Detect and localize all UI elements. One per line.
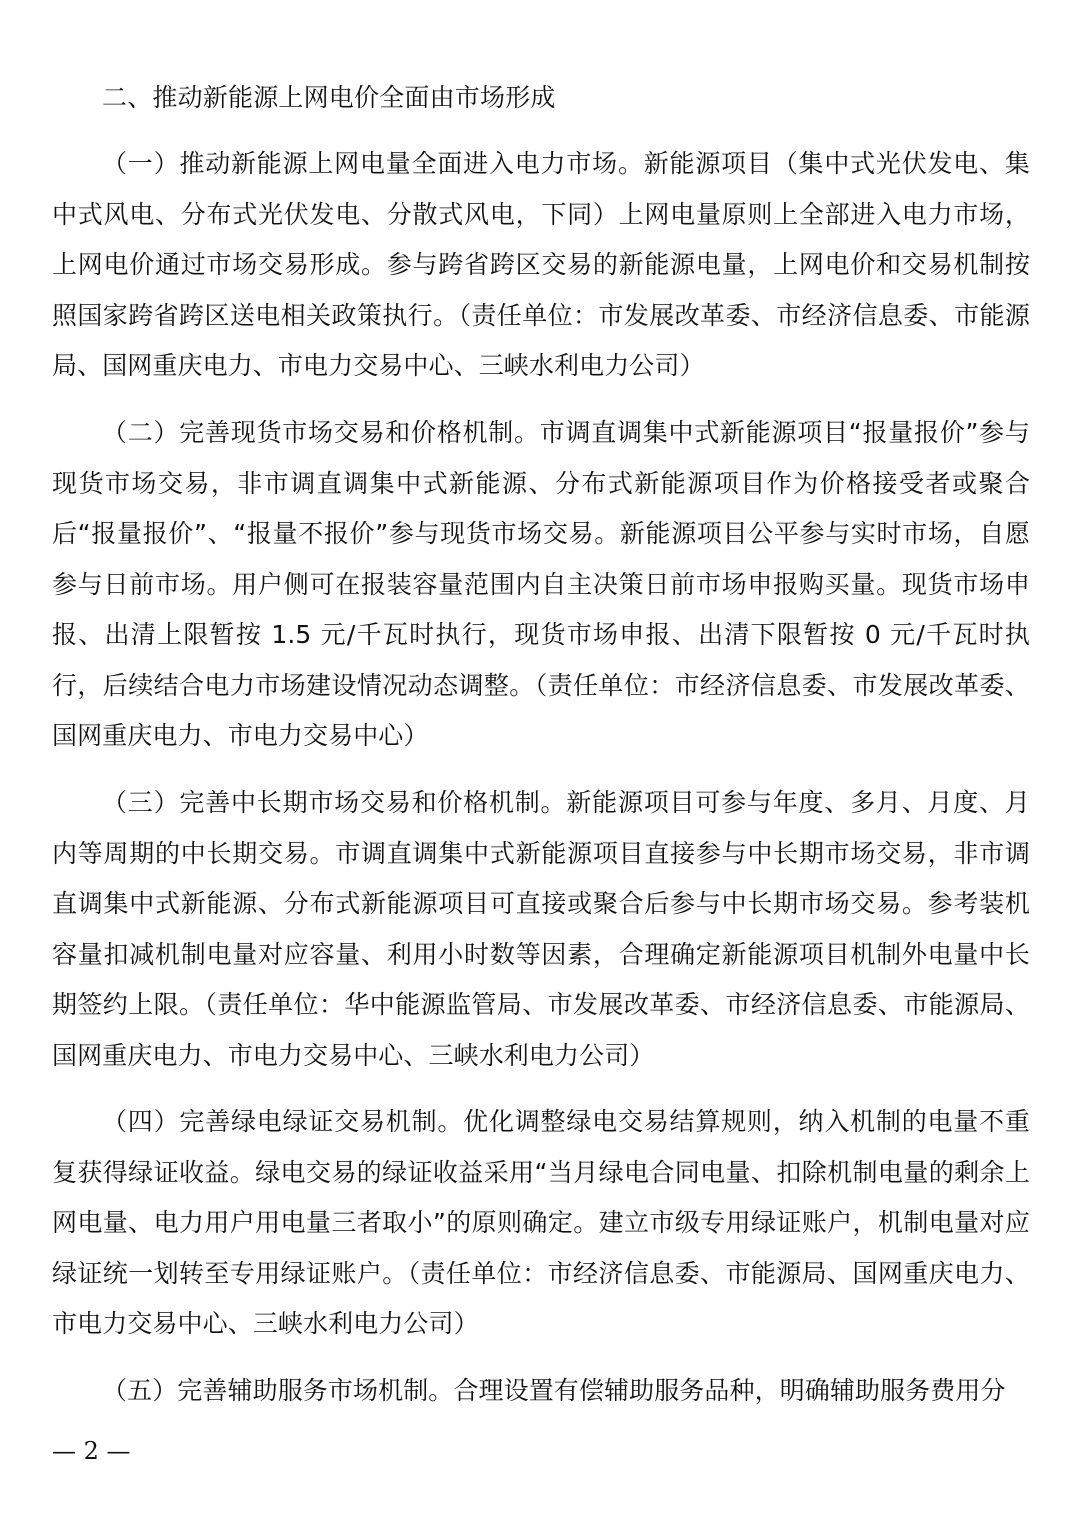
paragraph-3: （三）完善中长期市场交易和价格机制。新能源项目可参与年度、多月、月度、月内等周期的中长期交易。市调直调集中式新能源项目直接参与中长期市场交易，非市调直调集中式新能源、分布式新能源项目可直接或聚合后参与中长期市场交易。参考装机容量扣减机制电量对应容量、利用小时数等因素，合理确定新能源项目机制外电量中长期签约上限。（责任单位：华中能源监管局、市发展改革委、市经济信息委、市能源局、国网重庆电力、市电力交易中心、三峡水利电力公司） bbox=[52, 788, 1030, 1070]
paragraph-2: （二）完善现货市场交易和价格机制。市调直调集中式新能源项目“报量报价”参与现货市场交易，非市调直调集中式新能源、分布式新能源项目作为价格接受者或聚合后“报量报价”、“报量不报价”参与现货市场交易。新能源项目公平参与实时市场，自愿参与日前市场。用户侧可在报装容量范围内自主决策日前市场申报购买量。现货市场申报、出清上限暂按 1.5 元/千瓦时执行，现货市场申报、出清下限暂按 0 元/千瓦时执行，后续结合电力市场建设情况动态调整。（责任单位：市经济信息委、市发展改革委、国网重庆电力、市电力交易中心） bbox=[52, 418, 1030, 750]
paragraph-4: （四）完善绿电绿证交易机制。优化调整绿电交易结算规则，纳入机制的电量不重复获得绿证收益。绿电交易的绿证收益采用“当月绿电合同电量、扣除机制电量的剩余上网电量、电力用户用电量三者取小”的原则确定。建立市级专用绿证账户，机制电量对应绿证统一划转至专用绿证账户。（责任单位：市经济信息委、市能源局、国网重庆电力、市电力交易中心、三峡水利电力公司） bbox=[52, 1107, 1030, 1338]
page-number: — 2 — bbox=[52, 1437, 131, 1465]
paragraph-1: （一）推动新能源上网电量全面进入电力市场。新能源项目（集中式光伏发电、集中式风电、分布式光伏发电、分散式风电，下同）上网电量原则上全部进入电力市场，上网电价通过市场交易形成。参与跨省跨区交易的新能源电量，上网电价和交易机制按照国家跨省跨区送电相关政策执行。（责任单位：市发展改革委、市经济信息委、市能源局、国网重庆电力、市电力交易中心、三峡水利电力公司） bbox=[52, 149, 1030, 380]
paragraph-5: （五）完善辅助服务市场机制。合理设置有偿辅助服务品种，明确辅助服务费用分 bbox=[102, 1376, 1006, 1405]
section-heading: 二、推动新能源上网电价全面由市场形成 bbox=[102, 83, 556, 112]
